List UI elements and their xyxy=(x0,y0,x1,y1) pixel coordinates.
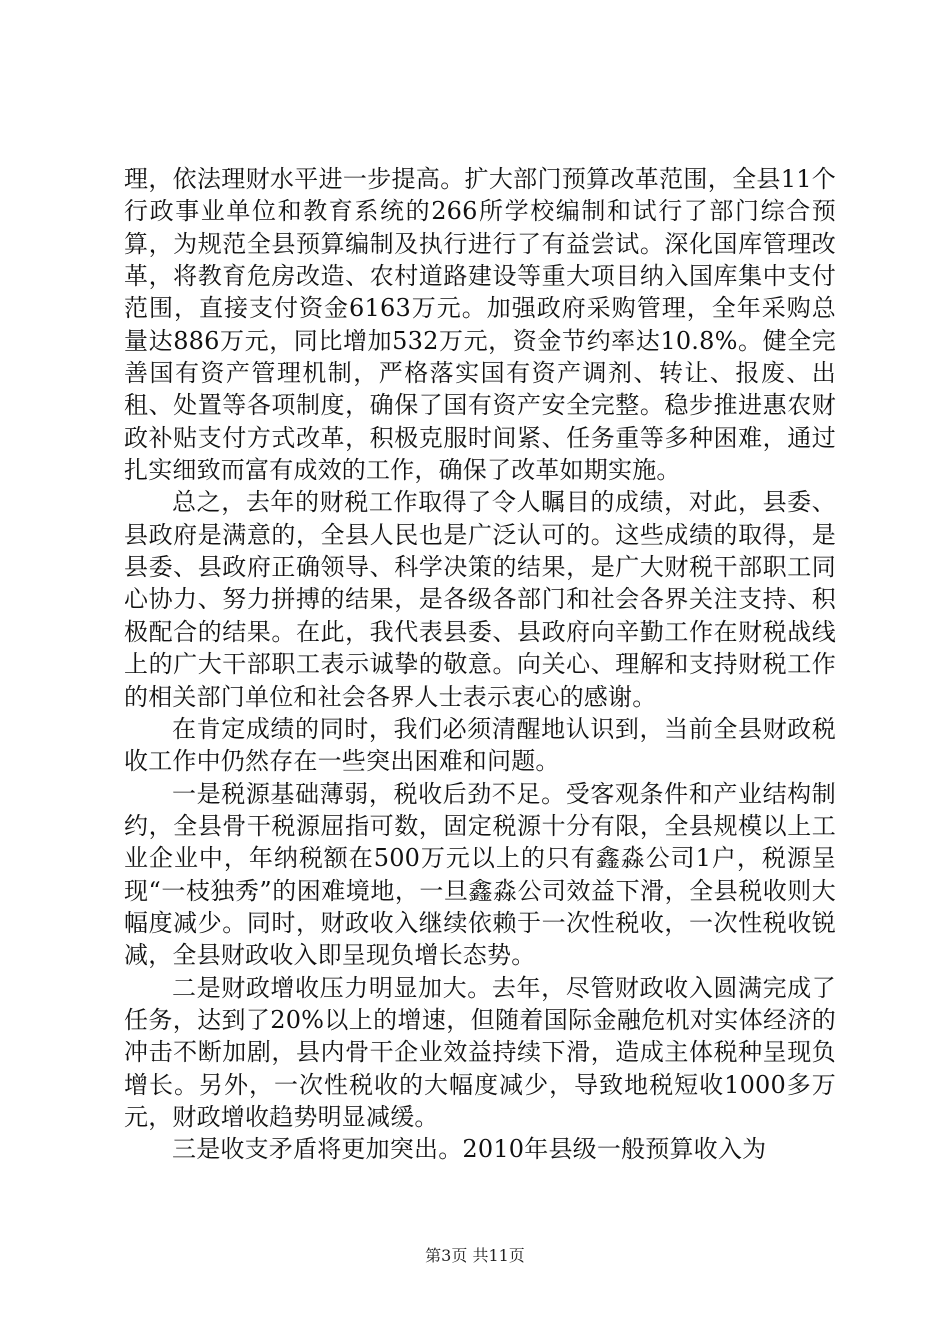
paragraph-problems-intro: 在肯定成绩的同时，我们必须清醒地认识到，当前全县财政税收工作中仍然存在一些突出困难和问题。 xyxy=(124,714,836,776)
paragraph-problem-two: 二是财政增收压力明显加大。去年，尽管财政收入圆满完成了任务，达到了20%以上的增速，但随着国际金融危机对实体经济的冲击不断加剧，县内骨干企业效益持续下滑，造成主体税种呈现负增长。另外，一次性税收的大幅度减少，导致地税短收1000多万元，财政增收趋势明显减缓。 xyxy=(124,973,836,1131)
page-number-footer: 第3页 共11页 xyxy=(425,1246,525,1265)
paragraph-problem-one: 一是税源基础薄弱，税收后劲不足。受客观条件和产业结构制约，全县骨干税源屈指可数，固定税源十分有限，全县规模以上工业企业中，年纳税额在500万元以上的只有鑫淼公司1户，税源呈现“一枝独秀”的困难境地，一旦鑫淼公司效益下滑，全县税收则大幅度减少。同时，财政收入继续依赖于一次性税收，一次性税收锐减，全县财政收入即呈现负增长态势。 xyxy=(124,779,836,970)
document-body xyxy=(124,163,836,1166)
paragraph-continuation: 理，依法理财水平进一步提高。扩大部门预算改革范围，全县11个行政事业单位和教育系统的266所学校编制和试行了部门综合预算，为规范全县预算编制及执行进行了有益尝试。深化国库管理改革，将教育危房改造、农村道路建设等重大项目纳入国库集中支付范围，直接支付资金6163万元。加强政府采购管理，全年采购总量达886万元，同比增加532万元，资金节约率达10.8%。健全完善国有资产管理机制，严格落实国有资产调剂、转让、报废、出租、处置等各项制度，确保了国有资产安全完整。稳步推进惠农财政补贴支付方式改革，积极克服时间紧、任务重等多种困难，通过扎实细致而富有成效的工作，确保了改革如期实施。 xyxy=(124,165,836,485)
paragraph-summary: 总之，去年的财税工作取得了令人瞩目的成绩，对此，县委、县政府是满意的，全县人民也是广泛认可的。这些成绩的取得，是县委、县政府正确领导、科学决策的结果，是广大财税干部职工同心协力、努力拼搏的结果，是各级各部门和社会各界关注支持、积极配合的结果。在此，我代表县委、县政府向辛勤工作在财税战线上的广大干部职工表示诚挚的敬意。向关心、理解和支持财税工作的相关部门单位和社会各界人士表示衷心的感谢。 xyxy=(124,488,836,711)
paragraph-problem-three: 三是收支矛盾将更加突出。2010年县级一般预算收入为 xyxy=(172,1135,767,1164)
